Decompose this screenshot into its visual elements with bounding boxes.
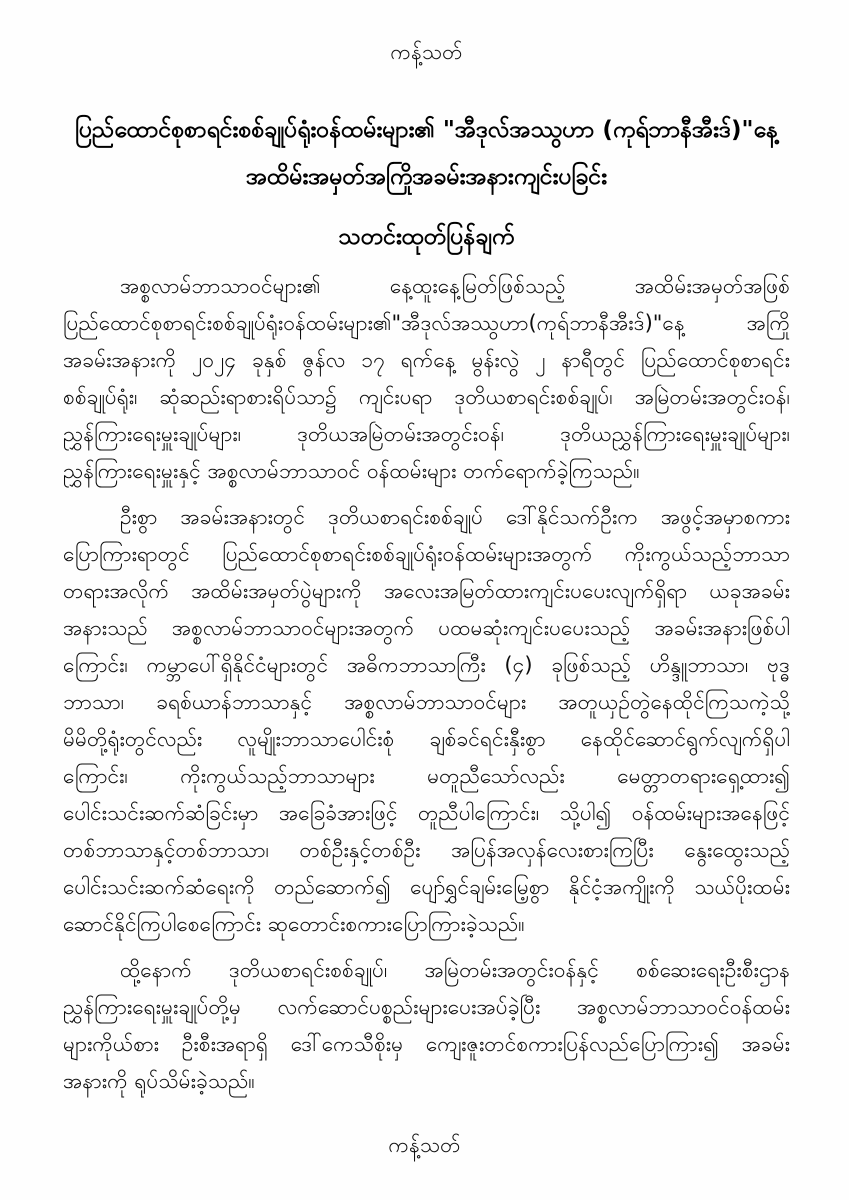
body-text-line: မိမိတို့ရုံးတွင်လည်း လူမျိုးဘာသာပေါင်းစုံ ချစ်ခင်ရင်းနှီးစွာ နေထိုင်ဆောင်ရွက်လျက်ရှိပါ [63,727,790,751]
document-title-line-1: ပြည်ထောင်စုစာရင်းစစ်ချုပ်ရုံးဝန်ထမ်းများ၏ "အီဒုလ်အဿွဟာ (ကုရ်ဘာနီအီးဒ်)"နေ့ [75,117,778,143]
body-text-line: ညွှန်ကြားရေးမှူးချုပ်တို့မှ လက်ဆောင်ပစ္စည်းများပေးအပ်ခဲ့ပြီး အစ္စလာမ်ဘာသာဝင်ဝန်ထမ်း [63,995,790,1019]
body-text-line: အနားကို ရုပ်သိမ်းခဲ့သည်။ [63,1069,255,1093]
body-text-line: စစ်ချုပ်ရုံး၊ ဆုံဆည်းရာစားရိပ်သာ၌ ကျင်းပရာ ဒုတိယစာရင်းစစ်ချုပ်၊ အမြဲတမ်းအတွင်းဝန်၊ [63,385,790,409]
document-body [63,268,790,1100]
classification-marking-footer: ကန့်သတ် [388,1133,461,1157]
body-text-line: ထို့နောက် ဒုတိယစာရင်းစစ်ချုပ်၊ အမြဲတမ်းအတွင်းဝန်နှင့် စစ်ဆေးရေးဦးစီးဌာန [120,958,790,982]
paragraph-1 [63,268,790,490]
body-text-line: ပြောကြားရာတွင် ပြည်ထောင်စုစာရင်းစစ်ချုပ်ရုံးဝန်ထမ်းများအတွက် ကိုးကွယ်သည့်ဘာသာ [63,542,790,566]
document-subtitle: သတင်းထုတ်ပြန်ချက် [338,224,515,250]
body-text-line: ဦးစွာ အခမ်းအနားတွင် ဒုတိယစာရင်းစစ်ချုပ် ဒေါ်နိုင်သက်ဦးက အဖွင့်အမှာစကား [120,505,790,529]
body-text-line: များကိုယ်စား ဦးစီးအရာရှိ ဒေါ်ကေသီစိုးမှ ကျေးဇူးတင်စကားပြန်လည်ပြောကြား၍ အခမ်း [63,1032,790,1056]
body-text-line: အစ္စလာမ်ဘာသာဝင်များ၏ နေ့ထူးနေ့မြတ်ဖြစ်သည့် အထိမ်းအမှတ်အဖြစ် [120,274,790,298]
body-text-line: တစ်ဘာသာနှင့်တစ်ဘာသာ၊ တစ်ဦးနှင့်တစ်ဦး အပြန်အလှန်လေးစားကြပြီး နွေးထွေးသည့် [63,838,790,862]
body-text-line: ညွှန်ကြားရေးမှူးချုပ်များ၊ ဒုတိယအမြဲတမ်းအတွင်းဝန်၊ ဒုတိယညွှန်ကြားရေးမှူးချုပ်များ၊ [63,422,790,446]
body-text-line: တရားအလိုက် အထိမ်းအမှတ်ပွဲများကို အလေးအမြတ်ထားကျင်းပပေးလျက်ရှိရာ ယခုအခမ်း [63,579,790,603]
classification-marking-header: ကန့်သတ် [390,40,463,64]
body-text-line: ကြောင်း၊ ကိုးကွယ်သည့်ဘာသာများ မတူညီသော်လည်း မေတ္တာတရားရှေ့ထား၍ [63,764,790,788]
body-text-line: အခမ်းအနားကို ၂၀၂၄ ခုနှစ် ဇွန်လ ၁၇ ရက်နေ့ မွန်းလွဲ ၂ နာရီတွင် ပြည်ထောင်စုစာရင်း [63,348,790,372]
body-text-line: အနားသည် အစ္စလာမ်ဘာသာဝင်များအတွက် ပထမဆုံးကျင်းပပေးသည့် အခမ်းအနားဖြစ်ပါ [63,616,790,640]
body-text-line: ဘာသာ၊ ခရစ်ယာန်ဘာသာနှင့် အစ္စလာမ်ဘာသာဝင်များ အတူယှဉ်တွဲနေထိုင်ကြသကဲ့သို့ [63,690,790,714]
body-text-line: ညွှန်ကြားရေးမှူးနှင့် အစ္စလာမ်ဘာသာဝင် ဝန်ထမ်းများ တက်ရောက်ခဲ့ကြသည်။ [63,459,640,483]
body-text-line: ကြောင်း၊ ကမ္ဘာပေါ်ရှိနိုင်ငံများတွင် အဓိကဘာသာကြီး (၄) ခုဖြစ်သည့် ဟိန္ဒူဘာသာ၊ ဗုဒ္ဓ [63,653,790,677]
document-title-line-2: အထိမ်းအမှတ်အကြိုအခမ်းအနားကျင်းပခြင်း [245,164,608,190]
body-text-line: ပေါင်းသင်းဆက်ဆံရေးကို တည်ဆောက်၍ ပျော်ရွှင်ချမ်းမြေ့စွာ နိုင်ငံ့အကျိုးကို သယ်ပိုးထမ်း [63,875,790,899]
paragraph-3 [63,952,790,1100]
body-text-line: ပေါင်းသင်းဆက်ဆံခြင်းမှာ အခြေခံအားဖြင့် တူညီပါကြောင်း၊ သို့ပါ၍ ဝန်ထမ်းများအနေဖြင့် [63,801,790,825]
body-text-line: ပြည်ထောင်စုစာရင်းစစ်ချုပ်ရုံးဝန်ထမ်းများ၏"အီဒုလ်အဿွဟာ(ကုရ်ဘာနီအီးဒ်)"နေ့ အကြို [63,311,790,335]
document-title [63,107,790,201]
paragraph-2 [63,499,790,943]
body-text-line: ဆောင်နိုင်ကြပါစေကြောင်း ဆုတောင်းစကားပြောကြားခဲ့သည်။ [63,912,525,936]
